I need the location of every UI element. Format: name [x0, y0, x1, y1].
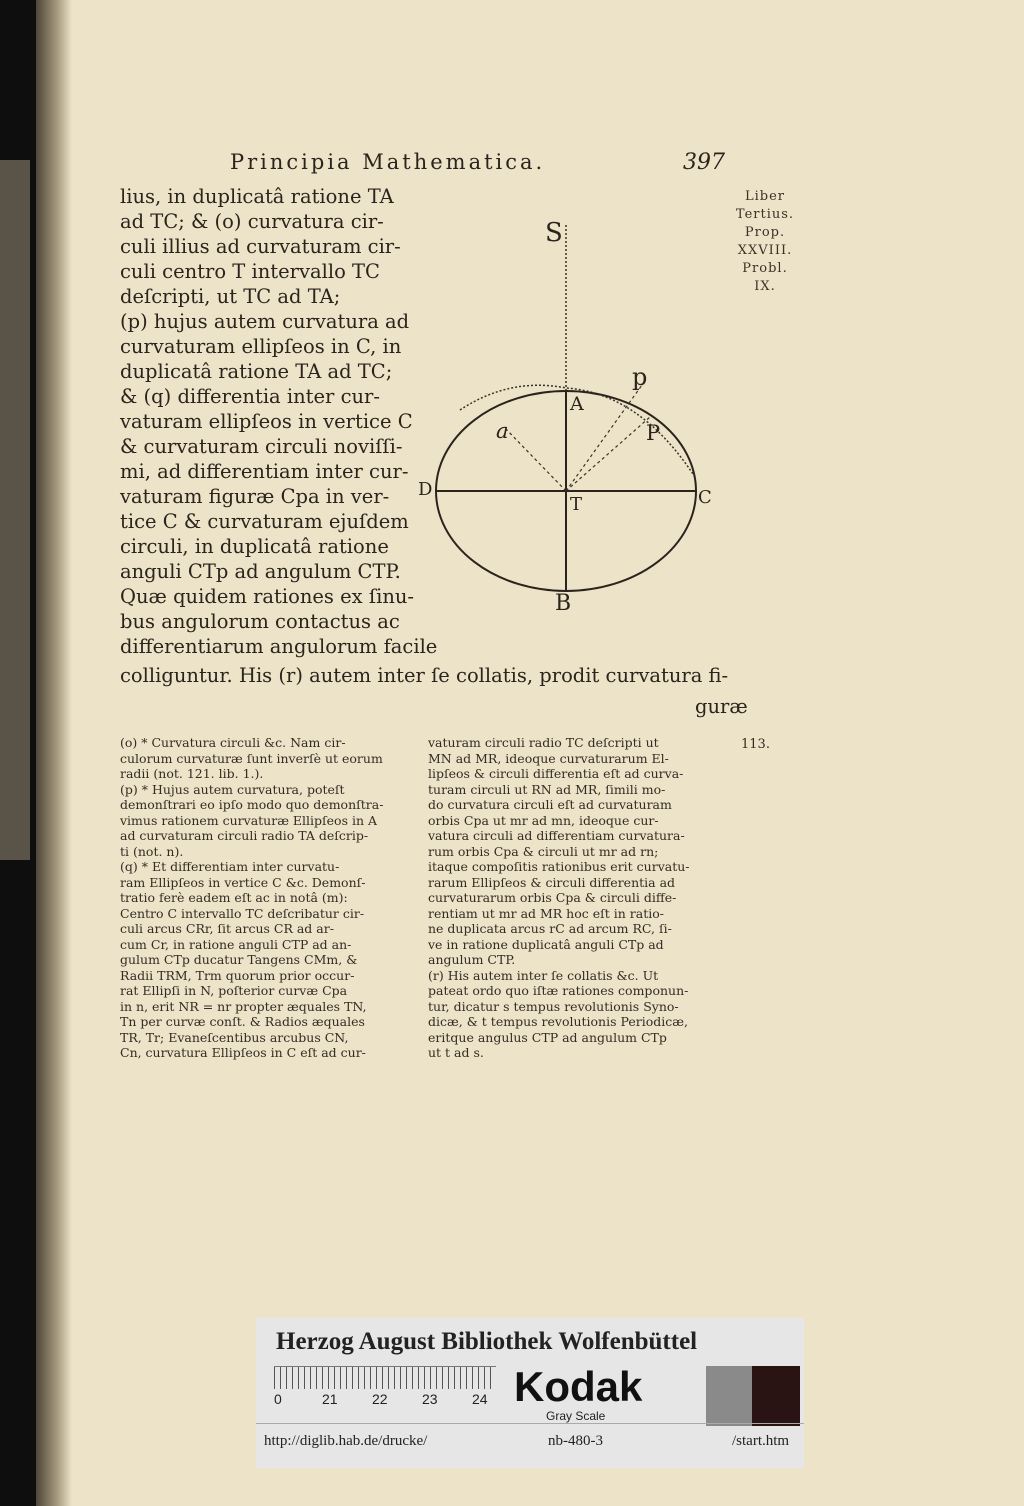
text-line: & curvaturam circuli noviſſi- — [120, 435, 403, 458]
note-line: curvaturarum orbis Cpa & circuli diffe- — [428, 890, 677, 905]
label-p-small: p — [632, 363, 648, 391]
note-line: culi arcus CRr, ſit arcus CR ad ar- — [120, 921, 334, 936]
dark-swatch — [752, 1366, 800, 1426]
note-line: demonſtrari eo ipſo modo quo demonſtra- — [120, 797, 384, 812]
page-number: 397 — [683, 150, 725, 175]
note-line: rat Ellipſi in N, poſterior curvæ Cpa — [120, 983, 348, 998]
text-line: tice C & curvaturam ejuſdem — [120, 510, 409, 533]
footnotes-left-column — [120, 735, 420, 1061]
note-line: in n, erit NR = nr propter æquales TN, — [120, 998, 367, 1014]
note-line: tur, dicatur s tempus revolutionis Syno- — [428, 998, 679, 1014]
gray-scale-label: Gray Scale — [546, 1409, 606, 1423]
margin-note-line: Liber — [744, 189, 786, 204]
note-line: (r) His autem inter ſe collatis &c. Ut — [428, 967, 659, 983]
facing-page-edge — [0, 160, 30, 860]
ruler-label: 0 — [274, 1391, 282, 1407]
note-line: lipſeos & circuli differentia eſt ad curva- — [428, 766, 684, 781]
ruler — [274, 1366, 496, 1389]
note-line: vimus rationem curvaturæ Ellipſeos in A — [120, 812, 378, 828]
note-line: cum Cr, in ratione anguli CTP ad an- — [120, 936, 352, 952]
label-b: B — [555, 591, 572, 615]
note-line: (o) * Curvatura circuli &c. Nam cir- — [120, 735, 346, 750]
note-line: tratio ferè eadem eſt ac in notâ (m): — [120, 890, 348, 905]
note-line: rum orbis Cpa & circuli ut mr ad rn; — [428, 843, 659, 859]
note-line: Radii TRM, Trm quorum prior occur- — [120, 967, 355, 983]
label-s: S — [545, 218, 563, 248]
note-line: Cn, curvatura Ellipſeos in C eſt ad cur- — [120, 1045, 366, 1060]
note-line: dicæ, & t tempus revolutionis Periodicæ, — [428, 1014, 688, 1029]
note-line: culorum curvaturæ ſunt inverſè ut eorum — [120, 750, 383, 766]
text-line: & (q) differentia inter cur- — [120, 385, 380, 408]
note-line: itaque compoſitis rationibus erit curvatu- — [428, 859, 690, 874]
note-line: rarum Ellipſeos & circuli differentia ad — [428, 874, 676, 890]
note-line: orbis Cpa ut mr ad mn, ideoque cur- — [428, 812, 659, 828]
note-line: do curvatura circuli eſt ad curvaturam — [428, 797, 672, 812]
text-line: circuli, in duplicatâ ratione — [120, 535, 389, 558]
note-line: vatura circuli ad differentiam curvatura- — [428, 828, 685, 843]
start-link[interactable]: /start.htm — [732, 1433, 790, 1449]
text-line: lius, in duplicatâ ratione TA — [120, 185, 394, 208]
margin-note-line: Tertius. — [735, 207, 795, 222]
margin-note-line: Prop. — [744, 225, 786, 240]
kodak-logo: Kodak — [514, 1363, 643, 1410]
color-target-card — [256, 1318, 804, 1468]
ruler-label: 23 — [422, 1391, 438, 1407]
text-line: curvaturam ellipſeos in C, in — [120, 335, 402, 358]
library-url[interactable]: http://diglib.hab.de/drucke/ — [264, 1433, 428, 1449]
text-line: Quæ quidem rationes ex ſinu- — [120, 585, 415, 608]
text-line: duplicatâ ratione TA ad TC; — [120, 360, 393, 383]
text-line: culi illius ad curvaturam cir- — [120, 235, 401, 258]
note-line: ne duplicata arcus rC ad arcum RC, ſi- — [428, 921, 672, 936]
text-line: mi, ad differentiam inter cur- — [120, 460, 409, 483]
note-line: Tn per curvæ conſt. & Radios æquales — [120, 1014, 365, 1029]
note-line: rentiam ut mr ad MR hoc eſt in ratio- — [428, 905, 664, 921]
full-width-line: colliguntur. His (r) autem inter ſe collatis, prodit curvatura fi- — [120, 664, 729, 687]
shelfmark: nb-480-3 — [548, 1433, 603, 1449]
note-line: ram Ellipſeos in vertice C &c. Demonſ- — [120, 874, 366, 890]
note-line: ti (not. n). — [120, 843, 184, 859]
text-line: deſcripti, ut TC ad TA; — [120, 285, 341, 308]
margin-note-line: IX. — [754, 279, 776, 294]
label-d: D — [418, 479, 433, 500]
text-line: vaturam ellipſeos in vertice C — [120, 410, 413, 433]
note-line: ad curvaturam circuli radio TA deſcrip- — [120, 828, 369, 843]
note-line: turam circuli ut RN ad MR, ſimili mo- — [428, 781, 666, 797]
ruler-label: 24 — [472, 1391, 488, 1407]
note-line: eritque angulus CTP ad angulum CTp — [428, 1029, 667, 1045]
note-line: vaturam circuli radio TC deſcripti ut — [428, 735, 659, 750]
label-a-small: a — [496, 419, 509, 443]
page-gutter — [36, 0, 72, 1506]
text-line: differentiarum angulorum facile — [120, 635, 438, 658]
main-text-column — [120, 184, 438, 659]
line-t-a — [504, 427, 566, 491]
note-number: 113. — [741, 737, 770, 752]
text-line: bus angulorum contactus ac — [120, 610, 400, 633]
note-line: radii (not. 121. lib. 1.). — [120, 766, 264, 781]
line-t-p — [566, 417, 650, 491]
note-line: ve in ratione duplicatâ anguli CTp ad — [428, 936, 664, 952]
geometry-diagram — [400, 195, 730, 615]
margin-note-line: XXVIII. — [737, 243, 793, 258]
footnotes-right-column — [428, 735, 733, 1061]
note-line: TR, Tr; Evaneſcentibus arcubus CN, — [120, 1029, 349, 1045]
note-line: (q) * Et differentiam inter curvatu- — [120, 859, 340, 874]
margin-note-line: Probl. — [742, 261, 788, 276]
note-line: ut t ad s. — [428, 1045, 484, 1060]
note-line: angulum CTP. — [428, 952, 516, 967]
catchword: guræ — [695, 695, 748, 718]
text-line: anguli CTp ad angulum CTP. — [120, 560, 401, 583]
running-head: Principia Mathematica. — [230, 150, 546, 174]
note-line: (p) * Hujus autem curvatura, poteſt — [120, 781, 345, 797]
text-line: (p) hujus autem curvatura ad — [120, 310, 410, 333]
text-line: ad TC; & (o) curvatura cir- — [120, 210, 384, 233]
ruler-label: 21 — [322, 1391, 338, 1407]
note-line: MN ad MR, ideoque curvaturarum El- — [428, 750, 669, 766]
note-line: Centro C intervallo TC deſcribatur cir- — [120, 905, 365, 921]
note-line: pateat ordo quo iſtæ rationes componun- — [428, 983, 689, 998]
text-line: vaturam figuræ Cpa in ver- — [120, 485, 390, 508]
margin-note — [735, 188, 795, 296]
text-line: culi centro T intervallo TC — [120, 260, 380, 283]
label-a: A — [570, 393, 584, 415]
note-line: gulum CTp ducatur Tangens CMm, & — [120, 952, 358, 967]
label-c: C — [698, 487, 712, 508]
label-p: P — [646, 421, 661, 445]
gray-swatch — [706, 1366, 752, 1426]
library-title: Herzog August Bibliothek Wolfenbüttel — [276, 1328, 698, 1355]
label-t: T — [570, 494, 583, 515]
ruler-label: 22 — [372, 1391, 388, 1407]
card-divider — [256, 1423, 804, 1424]
